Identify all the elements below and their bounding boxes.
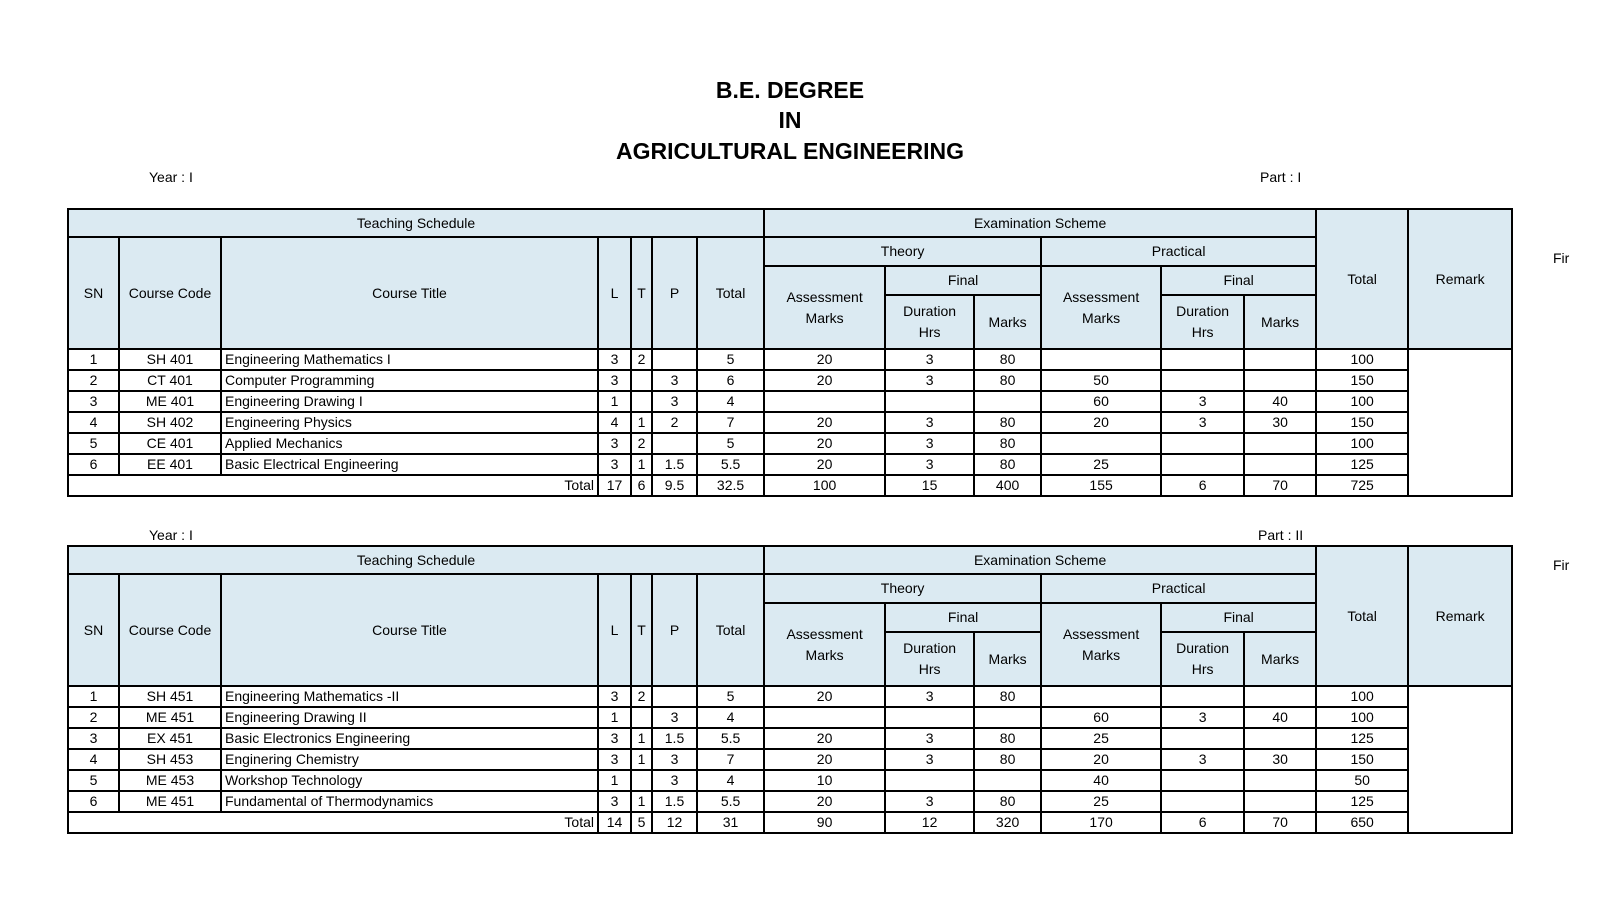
theory-duration-cell: 3 xyxy=(885,749,974,770)
edge-text-2: Fir xyxy=(1553,557,1570,573)
theory-marks-cell: 80 xyxy=(974,686,1041,707)
total-theory-marks-cell: 320 xyxy=(974,812,1041,833)
theory-header: Theory xyxy=(764,237,1041,266)
theory-marks-cell xyxy=(974,770,1041,791)
theory-marks-cell: 80 xyxy=(974,791,1041,812)
credit-total-cell: 5.5 xyxy=(697,791,764,812)
lecture-cell: 1 xyxy=(598,707,631,728)
teaching-schedule-header: Teaching Schedule xyxy=(68,209,764,237)
lecture-cell: 1 xyxy=(598,770,631,791)
totals-row xyxy=(68,475,1512,496)
grand-total-cell: 50 xyxy=(1316,770,1408,791)
theory-duration-header: Duration Hrs xyxy=(885,295,974,349)
grand-total-cell: 150 xyxy=(1316,749,1408,770)
sn-cell: 4 xyxy=(68,412,119,433)
remark-cell xyxy=(1408,349,1512,496)
table-row xyxy=(68,349,1512,370)
examination-scheme-header: Examination Scheme xyxy=(764,546,1316,574)
practical-duration-header: Duration Hrs xyxy=(1161,632,1244,686)
theory-assessment-cell: 20 xyxy=(764,749,885,770)
tutorial-cell xyxy=(631,391,652,412)
remark-header: Remark xyxy=(1408,546,1512,686)
practical-header: Practical xyxy=(1041,237,1316,266)
practical-assessment-cell: 60 xyxy=(1041,707,1161,728)
credit-total-header: Total xyxy=(697,237,764,349)
credit-total-cell: 7 xyxy=(697,749,764,770)
tutorial-cell: 2 xyxy=(631,349,652,370)
total-theory-assessment-cell: 100 xyxy=(764,475,885,496)
practical-duration-cell: 3 xyxy=(1161,749,1244,770)
credit-total-cell: 5 xyxy=(697,433,764,454)
program-title: AGRICULTURAL ENGINEERING xyxy=(616,138,964,164)
examination-scheme-header: Examination Scheme xyxy=(764,209,1316,237)
course-title-cell: Engineering Drawing I xyxy=(221,391,598,412)
practical-duration-cell xyxy=(1161,370,1244,391)
total-credit-total-cell: 31 xyxy=(697,812,764,833)
sn-cell: 2 xyxy=(68,707,119,728)
credit-total-cell: 6 xyxy=(697,370,764,391)
course-title-cell: Engineering Mathematics -II xyxy=(221,686,598,707)
credit-total-cell: 4 xyxy=(697,770,764,791)
theory-assessment-cell: 20 xyxy=(764,791,885,812)
tutorial-cell: 1 xyxy=(631,749,652,770)
sn-cell: 4 xyxy=(68,749,119,770)
theory-duration-cell: 3 xyxy=(885,370,974,391)
credit-total-cell: 7 xyxy=(697,412,764,433)
practical-header: Practical xyxy=(1041,574,1316,603)
theory-marks-cell xyxy=(974,707,1041,728)
teaching-schedule-header: Teaching Schedule xyxy=(68,546,764,574)
course-title-header: Course Title xyxy=(221,237,598,349)
theory-assessment-cell: 20 xyxy=(764,686,885,707)
theory-assessment-header: Assessment Marks xyxy=(764,603,885,686)
grand-total-header: Total xyxy=(1316,546,1408,686)
total-practical-duration-cell: 6 xyxy=(1161,812,1244,833)
theory-assessment-cell: 20 xyxy=(764,454,885,475)
grand-total-cell: 100 xyxy=(1316,349,1408,370)
table-row xyxy=(68,433,1512,454)
lecture-cell: 3 xyxy=(598,370,631,391)
course-title-cell: Engineering Drawing II xyxy=(221,707,598,728)
grand-total-cell: 150 xyxy=(1316,412,1408,433)
table-row xyxy=(68,412,1512,433)
totals-label: Total xyxy=(68,812,598,833)
practical-duration-cell xyxy=(1161,791,1244,812)
course-code-cell: ME 453 xyxy=(119,770,221,791)
theory-assessment-cell: 20 xyxy=(764,370,885,391)
practical-marks-cell xyxy=(1244,454,1316,475)
practical-marks-cell xyxy=(1244,791,1316,812)
tutorial-header: T xyxy=(631,237,652,349)
practical-marks-cell xyxy=(1244,728,1316,749)
practical-hours-cell: 1.5 xyxy=(652,728,697,749)
practical-hours-cell: 3 xyxy=(652,391,697,412)
practical-assessment-header: Assessment Marks xyxy=(1041,603,1161,686)
practical-marks-header: Marks xyxy=(1244,295,1316,349)
degree-title-in: IN xyxy=(778,107,802,133)
credit-total-cell: 5.5 xyxy=(697,728,764,749)
practical-hours-cell: 3 xyxy=(652,370,697,391)
lecture-header: L xyxy=(598,237,631,349)
practical-assessment-cell: 50 xyxy=(1041,370,1161,391)
theory-header: Theory xyxy=(764,574,1041,603)
total-practical-duration-cell: 6 xyxy=(1161,475,1244,496)
sn-cell: 2 xyxy=(68,370,119,391)
credit-total-cell: 5 xyxy=(697,349,764,370)
theory-duration-cell: 3 xyxy=(885,686,974,707)
theory-marks-cell: 80 xyxy=(974,370,1041,391)
course-title-header: Course Title xyxy=(221,574,598,686)
theory-duration-cell: 3 xyxy=(885,349,974,370)
degree-title: B.E. DEGREE xyxy=(715,77,865,103)
course-code-cell: EE 401 xyxy=(119,454,221,475)
practical-marks-cell xyxy=(1244,433,1316,454)
table-row xyxy=(68,391,1512,412)
theory-marks-cell: 80 xyxy=(974,454,1041,475)
grand-total-cell: 150 xyxy=(1316,370,1408,391)
sn-cell: 5 xyxy=(68,770,119,791)
course-title-cell: Engineering Mathematics I xyxy=(221,349,598,370)
theory-duration-cell xyxy=(885,770,974,791)
practical-duration-cell xyxy=(1161,349,1244,370)
theory-marks-cell xyxy=(974,391,1041,412)
course-title-cell: Enginering Chemistry xyxy=(221,749,598,770)
practical-hours-cell xyxy=(652,349,697,370)
theory-marks-cell: 80 xyxy=(974,349,1041,370)
table-row xyxy=(68,770,1512,791)
tutorial-cell: 1 xyxy=(631,791,652,812)
lecture-cell: 3 xyxy=(598,433,631,454)
practical-hours-cell: 3 xyxy=(652,770,697,791)
theory-assessment-cell: 20 xyxy=(764,349,885,370)
theory-assessment-header: Assessment Marks xyxy=(764,266,885,349)
practical-marks-cell: 40 xyxy=(1244,391,1316,412)
total-practical-assessment-cell: 155 xyxy=(1041,475,1161,496)
course-code-header: Course Code xyxy=(119,574,221,686)
remark-header: Remark xyxy=(1408,209,1512,349)
practical-duration-cell xyxy=(1161,433,1244,454)
table-row xyxy=(68,791,1512,812)
theory-final-header: Final xyxy=(885,266,1041,295)
practical-duration-cell xyxy=(1161,686,1244,707)
lecture-header: L xyxy=(598,574,631,686)
credit-total-header: Total xyxy=(697,574,764,686)
theory-final-header: Final xyxy=(885,603,1041,632)
grand-total-cell: 125 xyxy=(1316,728,1408,749)
table-row xyxy=(68,454,1512,475)
tutorial-cell: 1 xyxy=(631,454,652,475)
theory-assessment-cell: 20 xyxy=(764,412,885,433)
table-row xyxy=(68,686,1512,707)
grand-total-cell: 100 xyxy=(1316,686,1408,707)
grand-total-header: Total xyxy=(1316,209,1408,349)
theory-duration-cell: 3 xyxy=(885,433,974,454)
practical-assessment-cell: 40 xyxy=(1041,770,1161,791)
total-theory-duration-cell: 15 xyxy=(885,475,974,496)
theory-duration-header: Duration Hrs xyxy=(885,632,974,686)
year-label-1: Year : I xyxy=(149,169,193,185)
theory-duration-cell: 3 xyxy=(885,412,974,433)
course-code-cell: ME 401 xyxy=(119,391,221,412)
table-row xyxy=(68,728,1512,749)
practical-marks-cell: 30 xyxy=(1244,749,1316,770)
practical-marks-cell xyxy=(1244,770,1316,791)
sn-cell: 3 xyxy=(68,728,119,749)
credit-total-cell: 5 xyxy=(697,686,764,707)
theory-assessment-cell: 10 xyxy=(764,770,885,791)
part-label-2: Part : II xyxy=(1258,527,1304,543)
practical-duration-cell xyxy=(1161,454,1244,475)
theory-marks-cell: 80 xyxy=(974,433,1041,454)
tutorial-cell: 1 xyxy=(631,728,652,749)
sn-cell: 3 xyxy=(68,391,119,412)
total-grand-total-cell: 725 xyxy=(1316,475,1408,496)
practical-hours-cell xyxy=(652,433,697,454)
practical-final-header: Final xyxy=(1161,603,1316,632)
course-schedule-table-part-1 xyxy=(67,208,1513,497)
part-label-1: Part : I xyxy=(1260,169,1302,185)
credit-total-cell: 5.5 xyxy=(697,454,764,475)
practical-assessment-cell xyxy=(1041,686,1161,707)
credit-total-cell: 4 xyxy=(697,391,764,412)
practical-marks-cell xyxy=(1244,349,1316,370)
course-title-cell: Basic Electrical Engineering xyxy=(221,454,598,475)
practical-assessment-header: Assessment Marks xyxy=(1041,266,1161,349)
lecture-cell: 3 xyxy=(598,728,631,749)
total-practical-hours-cell: 9.5 xyxy=(652,475,697,496)
practical-marks-cell xyxy=(1244,370,1316,391)
theory-duration-cell xyxy=(885,391,974,412)
practical-hours-cell: 1.5 xyxy=(652,454,697,475)
table-row xyxy=(68,707,1512,728)
credit-total-cell: 4 xyxy=(697,707,764,728)
practical-hours-cell: 1.5 xyxy=(652,791,697,812)
sn-cell: 6 xyxy=(68,791,119,812)
tutorial-cell: 2 xyxy=(631,686,652,707)
sn-cell: 5 xyxy=(68,433,119,454)
lecture-cell: 3 xyxy=(598,749,631,770)
theory-duration-cell xyxy=(885,707,974,728)
grand-total-cell: 100 xyxy=(1316,391,1408,412)
table-row xyxy=(68,370,1512,391)
total-tutorial-cell: 6 xyxy=(631,475,652,496)
total-practical-assessment-cell: 170 xyxy=(1041,812,1161,833)
sn-cell: 1 xyxy=(68,349,119,370)
lecture-cell: 3 xyxy=(598,454,631,475)
total-credit-total-cell: 32.5 xyxy=(697,475,764,496)
total-practical-hours-cell: 12 xyxy=(652,812,697,833)
tutorial-cell xyxy=(631,707,652,728)
lecture-cell: 1 xyxy=(598,391,631,412)
lecture-cell: 4 xyxy=(598,412,631,433)
theory-marks-cell: 80 xyxy=(974,412,1041,433)
course-code-cell: SH 451 xyxy=(119,686,221,707)
practical-duration-cell: 3 xyxy=(1161,707,1244,728)
theory-marks-header: Marks xyxy=(974,295,1041,349)
theory-marks-header: Marks xyxy=(974,632,1041,686)
practical-hours-header: P xyxy=(652,574,697,686)
practical-assessment-cell: 25 xyxy=(1041,728,1161,749)
course-title-cell: Basic Electronics Engineering xyxy=(221,728,598,749)
theory-marks-cell: 80 xyxy=(974,728,1041,749)
course-code-cell: ME 451 xyxy=(119,791,221,812)
theory-assessment-cell: 20 xyxy=(764,728,885,749)
theory-duration-cell: 3 xyxy=(885,728,974,749)
year-label-2: Year : I xyxy=(149,527,193,543)
course-code-cell: ME 451 xyxy=(119,707,221,728)
total-lecture-cell: 17 xyxy=(598,475,631,496)
tutorial-cell xyxy=(631,770,652,791)
course-title-cell: Applied Mechanics xyxy=(221,433,598,454)
practical-hours-cell: 2 xyxy=(652,412,697,433)
course-code-cell: SH 453 xyxy=(119,749,221,770)
theory-assessment-cell: 20 xyxy=(764,433,885,454)
practical-assessment-cell: 60 xyxy=(1041,391,1161,412)
course-code-cell: SH 402 xyxy=(119,412,221,433)
course-title-cell: Engineering Physics xyxy=(221,412,598,433)
theory-assessment-cell xyxy=(764,391,885,412)
practical-hours-cell xyxy=(652,686,697,707)
total-practical-marks-cell: 70 xyxy=(1244,812,1316,833)
practical-final-header: Final xyxy=(1161,266,1316,295)
course-title-cell: Workshop Technology xyxy=(221,770,598,791)
totals-row xyxy=(68,812,1512,833)
practical-hours-header: P xyxy=(652,237,697,349)
tutorial-header: T xyxy=(631,574,652,686)
practical-assessment-cell: 20 xyxy=(1041,412,1161,433)
sn-cell: 6 xyxy=(68,454,119,475)
course-code-cell: CE 401 xyxy=(119,433,221,454)
practical-duration-cell xyxy=(1161,770,1244,791)
total-grand-total-cell: 650 xyxy=(1316,812,1408,833)
edge-text-1: Fir xyxy=(1553,250,1570,266)
course-code-cell: CT 401 xyxy=(119,370,221,391)
grand-total-cell: 125 xyxy=(1316,791,1408,812)
lecture-cell: 3 xyxy=(598,791,631,812)
sn-header: SN xyxy=(68,574,119,686)
total-tutorial-cell: 5 xyxy=(631,812,652,833)
theory-duration-cell: 3 xyxy=(885,454,974,475)
grand-total-cell: 100 xyxy=(1316,433,1408,454)
total-theory-duration-cell: 12 xyxy=(885,812,974,833)
total-theory-assessment-cell: 90 xyxy=(764,812,885,833)
course-code-cell: EX 451 xyxy=(119,728,221,749)
practical-hours-cell: 3 xyxy=(652,707,697,728)
total-theory-marks-cell: 400 xyxy=(974,475,1041,496)
practical-duration-cell xyxy=(1161,728,1244,749)
table-row xyxy=(68,749,1512,770)
theory-marks-cell: 80 xyxy=(974,749,1041,770)
grand-total-cell: 100 xyxy=(1316,707,1408,728)
tutorial-cell: 2 xyxy=(631,433,652,454)
sn-header: SN xyxy=(68,237,119,349)
lecture-cell: 3 xyxy=(598,349,631,370)
theory-assessment-cell xyxy=(764,707,885,728)
course-title-cell: Fundamental of Thermodynamics xyxy=(221,791,598,812)
practical-assessment-cell: 20 xyxy=(1041,749,1161,770)
practical-assessment-cell: 25 xyxy=(1041,791,1161,812)
practical-duration-header: Duration Hrs xyxy=(1161,295,1244,349)
remark-cell xyxy=(1408,686,1512,833)
tutorial-cell: 1 xyxy=(631,412,652,433)
practical-duration-cell: 3 xyxy=(1161,412,1244,433)
practical-marks-cell xyxy=(1244,686,1316,707)
total-lecture-cell: 14 xyxy=(598,812,631,833)
course-code-header: Course Code xyxy=(119,237,221,349)
practical-assessment-cell xyxy=(1041,433,1161,454)
practical-assessment-cell xyxy=(1041,349,1161,370)
course-title-cell: Computer Programming xyxy=(221,370,598,391)
course-schedule-table-part-2 xyxy=(67,545,1513,834)
sn-cell: 1 xyxy=(68,686,119,707)
practical-duration-cell: 3 xyxy=(1161,391,1244,412)
lecture-cell: 3 xyxy=(598,686,631,707)
total-practical-marks-cell: 70 xyxy=(1244,475,1316,496)
grand-total-cell: 125 xyxy=(1316,454,1408,475)
practical-marks-cell: 40 xyxy=(1244,707,1316,728)
tutorial-cell xyxy=(631,370,652,391)
practical-assessment-cell: 25 xyxy=(1041,454,1161,475)
practical-hours-cell: 3 xyxy=(652,749,697,770)
practical-marks-header: Marks xyxy=(1244,632,1316,686)
theory-duration-cell: 3 xyxy=(885,791,974,812)
practical-marks-cell: 30 xyxy=(1244,412,1316,433)
totals-label: Total xyxy=(68,475,598,496)
course-code-cell: SH 401 xyxy=(119,349,221,370)
